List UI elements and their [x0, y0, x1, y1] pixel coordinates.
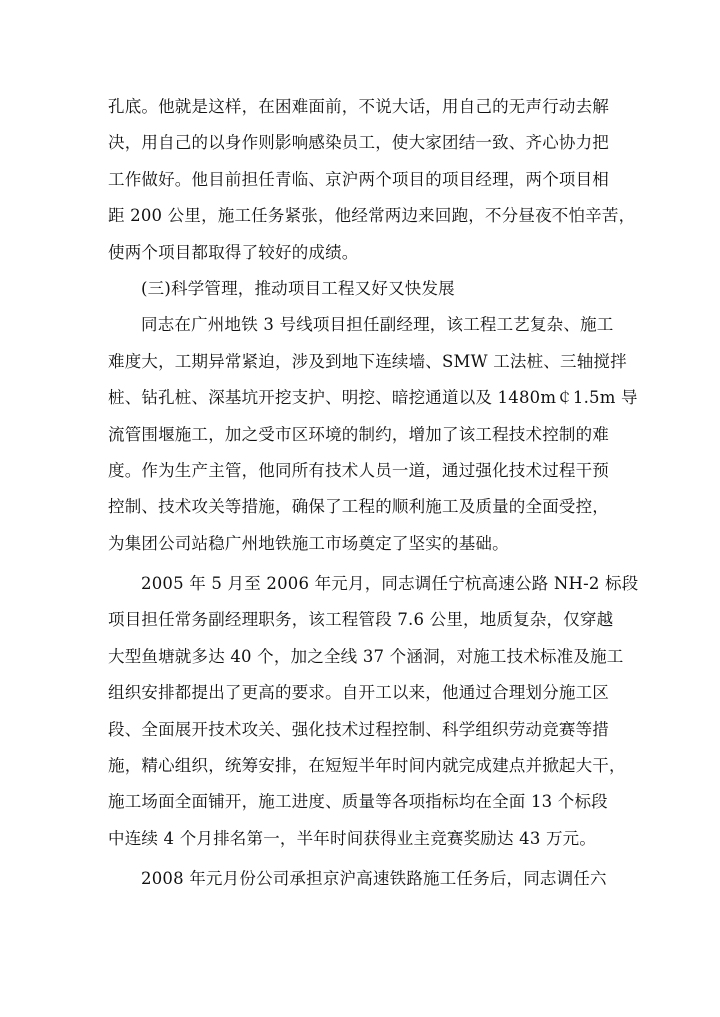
text-line: 控制、技术攻关等措施，确保了工程的顺利施工及质量的全面受控，	[108, 497, 609, 517]
text-line: 桩、钻孔桩、深基坑开挖支护、明挖、暗挖通道以及 1480m￠1.5m 导	[108, 388, 638, 408]
text-line: 同志在广州地铁 3 号线项目担任副经理，该工程工艺复杂、施工	[141, 315, 614, 335]
text-line: 度。作为生产主管，他同所有技术人员一道，通过强化技术过程干预	[108, 460, 609, 480]
paragraph	[108, 89, 636, 271]
paragraph	[108, 566, 639, 857]
text-line: 组织安排都提出了更高的要求。自开工以来，他通过合理划分施工区	[108, 683, 609, 703]
text-line: 孔底。他就是这样，在困难面前，不说大话，用自己的无声行动去解	[108, 97, 609, 116]
text-line: 流管围堰施工，加之受市区环境的制约，增加了该工程技术控制的难	[108, 424, 609, 444]
text-line: 施，精心组织，统筹安排，在短短半年时间内就完成建点并掀起大干，	[108, 756, 626, 776]
text-line: 2008 年元月份公司承担京沪高速铁路施工任务后，同志调任六	[141, 869, 607, 889]
document-body	[108, 89, 639, 898]
text-line: 工作做好。他目前担任青临、京沪两个项目的项目经理，两个项目相	[108, 169, 609, 189]
text-line: 大型鱼塘就多达 40 个，加之全线 37 个涵洞，对施工技术标准及施工	[108, 646, 624, 666]
text-line: 中连续 4 个月排名第一，半年时间获得业主竞赛奖励达 43 万元。	[108, 828, 597, 848]
heading-line: (三)科学管理，推动项目工程又好又快发展	[141, 278, 455, 298]
text-line: 难度大，工期异常紧迫，涉及到地下连续墙、SMW 工法桩、三轴搅拌	[108, 351, 627, 371]
text-line: 2005 年 5 月至 2006 年元月，同志调任宁杭高速公路 NH-2 标段	[141, 574, 639, 594]
text-line: 项目担任常务副经理职务，该工程管段 7.6 公里，地质复杂，仅穿越	[108, 610, 614, 630]
text-line: 距 200 公里，施工任务紧张，他经常两边来回跑，不分昼夜不怕辛苦，	[108, 206, 636, 226]
paragraph	[108, 861, 613, 897]
text-line: 决，用自己的以身作则影响感染员工，使大家团结一致、齐心协力把	[108, 133, 609, 153]
text-line: 施工场面全面铺开，施工进度、质量等各项指标均在全面 13 个标段	[108, 792, 608, 812]
paragraph	[108, 307, 638, 562]
section-heading	[108, 271, 613, 307]
text-line: 使两个项目都取得了较好的成绩。	[108, 242, 359, 262]
text-line: 为集团公司站稳广州地铁施工市场奠定了坚实的基础。	[108, 533, 509, 553]
text-line: 段、全面展开技术攻关、强化技术过程控制、科学组织劳动竞赛等措	[108, 719, 609, 739]
